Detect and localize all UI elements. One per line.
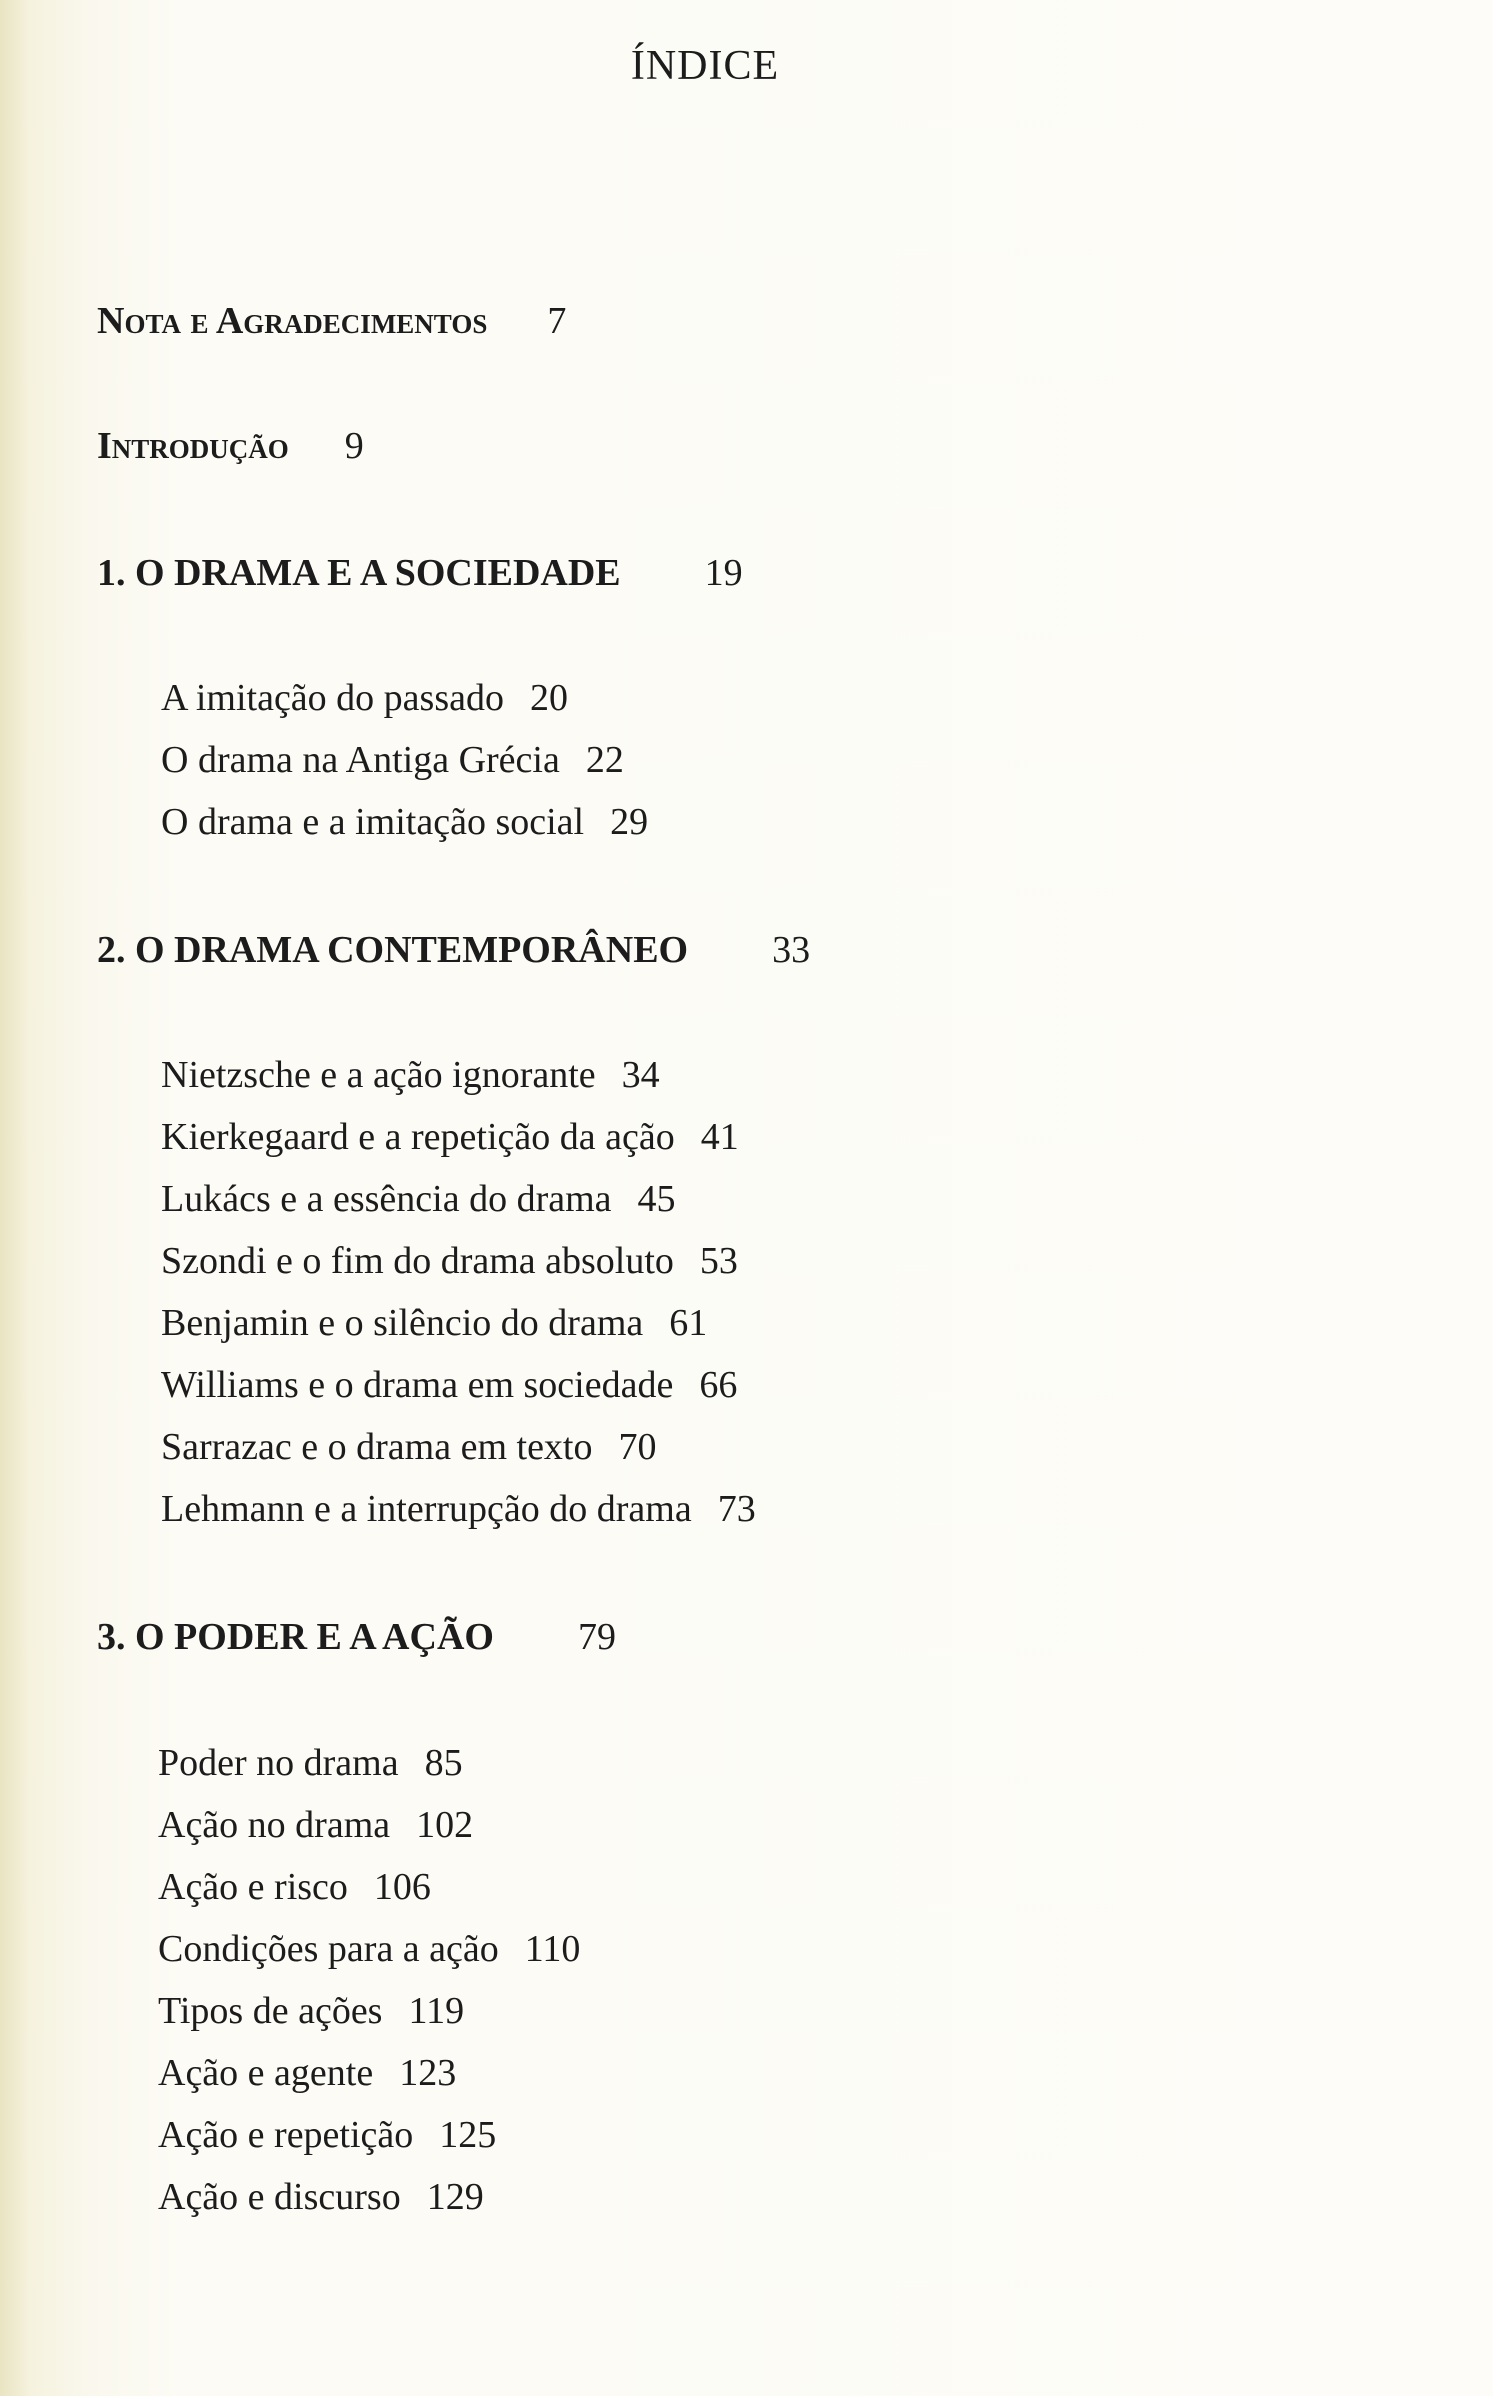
- toc-section: [161, 1428, 657, 1466]
- section-page: 102: [416, 1804, 474, 1846]
- section-page: 123: [399, 2052, 457, 2094]
- section-page: 45: [637, 1178, 676, 1220]
- section-label: Ação e risco: [158, 1866, 348, 1908]
- toc-entry-label: Nota e Agradecimentos: [97, 300, 488, 342]
- section-label: O drama na Antiga Grécia: [161, 739, 560, 781]
- section-label: Nietzsche e a ação ignorante: [161, 1054, 596, 1096]
- section-page: 41: [700, 1116, 739, 1158]
- toc-section: [161, 1118, 739, 1156]
- toc-section: [158, 1868, 431, 1906]
- toc-section: [158, 2178, 484, 2216]
- toc-section: [158, 2116, 496, 2154]
- toc-entry-page: 9: [344, 425, 364, 467]
- toc-section: [161, 1490, 756, 1528]
- section-label: Lehmann e a interrupção do drama: [161, 1488, 692, 1530]
- toc-section: [158, 1930, 580, 1968]
- section-page: 34: [621, 1054, 660, 1096]
- section-page: 53: [699, 1240, 738, 1282]
- section-page: 29: [610, 801, 649, 843]
- section-page: 125: [439, 2114, 497, 2156]
- toc-section: [161, 1304, 707, 1342]
- toc-entry-front-matter: [97, 302, 566, 340]
- toc-section: [161, 1242, 738, 1280]
- section-page: 61: [669, 1302, 708, 1344]
- chapter-label: 3. O PODER E A AÇÃO: [97, 1616, 494, 1658]
- section-page: 22: [585, 739, 624, 781]
- toc-section: [161, 1056, 660, 1094]
- chapter-label: 1. O DRAMA E A SOCIEDADE: [97, 552, 621, 594]
- section-page: 20: [529, 677, 568, 719]
- section-page: 73: [717, 1488, 756, 1530]
- toc-section: [161, 803, 648, 841]
- section-page: 119: [408, 1990, 465, 2032]
- section-label: Ação e agente: [158, 2052, 374, 2094]
- page-title: ÍNDICE: [630, 43, 780, 89]
- toc-section: [158, 1744, 463, 1782]
- toc-section: [158, 2054, 456, 2092]
- toc-section: [158, 1992, 464, 2030]
- section-page: 70: [618, 1426, 657, 1468]
- toc-chapter: [97, 554, 743, 592]
- chapter-label: 2. O DRAMA CONTEMPORÂNEO: [97, 929, 689, 971]
- toc-entry-front-matter: [97, 427, 364, 465]
- section-label: Ação no drama: [158, 1804, 391, 1846]
- section-label: Sarrazac e o drama em texto: [161, 1426, 593, 1468]
- section-label: A imitação do passado: [161, 677, 504, 719]
- section-page: 106: [373, 1866, 431, 1908]
- section-label: Poder no drama: [158, 1742, 399, 1784]
- section-page: 85: [424, 1742, 463, 1784]
- section-page: 110: [524, 1928, 581, 1970]
- chapter-page: 79: [577, 1616, 616, 1658]
- section-label: Ação e discurso: [158, 2176, 401, 2218]
- section-label: Benjamin e o silêncio do drama: [161, 1302, 644, 1344]
- section-label: Lukács e a essência do drama: [161, 1178, 612, 1220]
- section-label: Kierkegaard e a repetição da ação: [161, 1116, 675, 1158]
- toc-chapter: [97, 931, 810, 969]
- chapter-page: 33: [772, 929, 811, 971]
- toc-chapter: [97, 1618, 616, 1656]
- section-page: 66: [699, 1364, 738, 1406]
- toc-section: [161, 741, 624, 779]
- toc-section: [161, 679, 568, 717]
- toc-section: [161, 1366, 737, 1404]
- toc-entry-page: 7: [547, 300, 567, 342]
- section-label: Condições para a ação: [158, 1928, 499, 1970]
- section-label: Tipos de ações: [158, 1990, 383, 2032]
- section-page: 129: [426, 2176, 484, 2218]
- section-label: Ação e repetição: [158, 2114, 414, 2156]
- chapter-page: 19: [704, 552, 743, 594]
- section-label: Williams e o drama em sociedade: [161, 1364, 674, 1406]
- section-label: O drama e a imitação social: [161, 801, 585, 843]
- toc-entry-label: Introdução: [97, 425, 289, 467]
- section-label: Szondi e o fim do drama absoluto: [161, 1240, 674, 1282]
- toc-section: [161, 1180, 676, 1218]
- toc-section: [158, 1806, 473, 1844]
